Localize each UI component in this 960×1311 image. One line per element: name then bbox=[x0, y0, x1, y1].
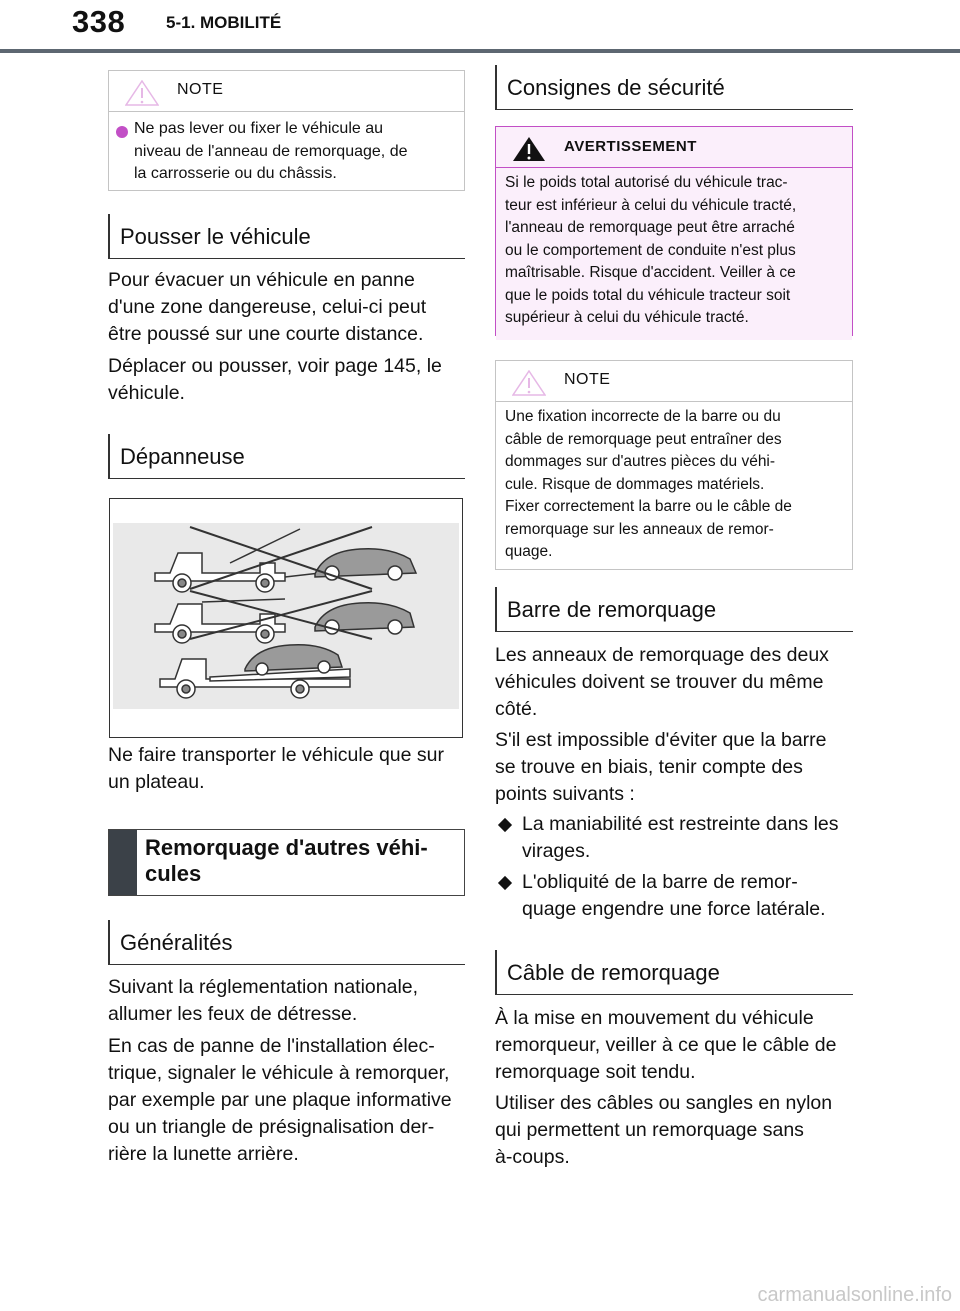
heading-towing-other-vehicles bbox=[108, 829, 465, 896]
note-box-header bbox=[109, 71, 464, 112]
general-paragraph-1: Suivant la réglementation nationale, allumer les feux de détresse. bbox=[108, 976, 419, 1025]
heading-text: Câble de remorquage bbox=[507, 960, 720, 985]
push-paragraph-1: Pour évacuer un véhicule en panne d'une zone dangereuse, celui-ci peut être poussé sur une courte distance. bbox=[108, 269, 427, 345]
tow-cable-paragraph-1: À la mise en mouvement du véhicule remorqueur, veiller à ce que le câble de remorquage soit tendu. bbox=[495, 1007, 837, 1083]
page-number: 338 bbox=[72, 4, 126, 39]
warning-box-header bbox=[496, 127, 852, 168]
heading-dark-bar bbox=[109, 830, 137, 895]
bullet-dot-icon bbox=[116, 126, 128, 138]
note-title: NOTE bbox=[564, 371, 611, 388]
note-box-left bbox=[108, 70, 465, 191]
note-line: Ne pas lever ou fixer le véhicule au bbox=[134, 120, 384, 137]
note-box-header bbox=[496, 361, 852, 402]
note-body: Une fixation incorrecte de la barre ou du câble de remorquage peut entraîner des dommages sur d'autres pièces du véhi- cule. Risque de dommages matériels. Fixer correctement la barre ou le câble de remorquage sur les anneaux de remor- quage. bbox=[505, 408, 792, 560]
heading-safety bbox=[495, 65, 853, 110]
heading-text: Remorquage d'autres véhi- cules bbox=[145, 835, 428, 886]
note-title: NOTE bbox=[177, 81, 224, 98]
header-rule bbox=[0, 49, 960, 53]
tow-truck-illustration bbox=[109, 498, 463, 738]
note-line: niveau de l'anneau de remorquage, de bbox=[134, 142, 408, 160]
heading-text: Généralités bbox=[120, 930, 233, 955]
warning-triangle-icon bbox=[512, 136, 546, 162]
tow-bar-bullet-1: La maniabilité est restreinte dans les virages. bbox=[500, 811, 853, 865]
heading-tow-truck bbox=[108, 434, 465, 479]
note-line: la carrosserie ou du châssis. bbox=[134, 165, 337, 182]
note-body bbox=[109, 112, 464, 196]
heading-text: Consignes de sécurité bbox=[507, 75, 725, 100]
tow-truck-drawing bbox=[110, 499, 462, 737]
section-label: 5-1. MOBILITÉ bbox=[166, 13, 282, 32]
heading-text: Barre de remorquage bbox=[507, 597, 717, 622]
push-paragraph-2: Déplacer ou pousser, voir page 145, le véhicule. bbox=[108, 355, 442, 404]
tow-bar-bullet-2: L'obliquité de la barre de remor- quage engendre une force latérale. bbox=[500, 869, 853, 923]
note-box-right bbox=[495, 360, 853, 570]
page-header bbox=[0, 0, 960, 52]
heading-text: Dépanneuse bbox=[120, 444, 245, 469]
warning-title: AVERTISSEMENT bbox=[564, 138, 697, 155]
heading-text: Pousser le véhicule bbox=[120, 224, 311, 249]
heading-tow-cable bbox=[495, 950, 853, 995]
caution-triangle-icon bbox=[125, 80, 159, 106]
heading-tow-bar bbox=[495, 587, 853, 632]
tow-cable-paragraph-2: Utiliser des câbles ou sangles en nylon qui permettent un remorquage sans à-coups. bbox=[495, 1092, 833, 1168]
general-paragraph-2: En cas de panne de l'installation élec- trique, signaler le véhicule à remorquer, par exemple par une plaque informative ou un triangle de présignalisation der- rière la lunette arrière. bbox=[108, 1035, 452, 1165]
tow-bar-paragraph-2: S'il est impossible d'éviter que la barre se trouve en biais, tenir compte des points suivants : bbox=[495, 729, 827, 805]
caution-triangle-icon bbox=[512, 370, 546, 396]
tow-truck-caption: Ne faire transporter le véhicule que sur un plateau. bbox=[108, 744, 445, 793]
heading-general bbox=[108, 920, 465, 965]
watermark: carmanualsonline.info bbox=[757, 1284, 952, 1306]
warning-box bbox=[495, 126, 853, 336]
heading-push-vehicle bbox=[108, 214, 465, 259]
tow-bar-paragraph-1: Les anneaux de remorquage des deux véhicules doivent se trouver du même côté. bbox=[495, 644, 829, 720]
warning-body: Si le poids total autorisé du véhicule trac- teur est inférieur à celui du véhicule tracté, l'anneau de remorquage peut être arraché ou le comportement de conduite n'est plus maîtrisable. Risque d'accident. Veiller à ce que le poids total du véhicule tracteur soit supérieur à celui du véhicule tracté. bbox=[496, 168, 852, 340]
